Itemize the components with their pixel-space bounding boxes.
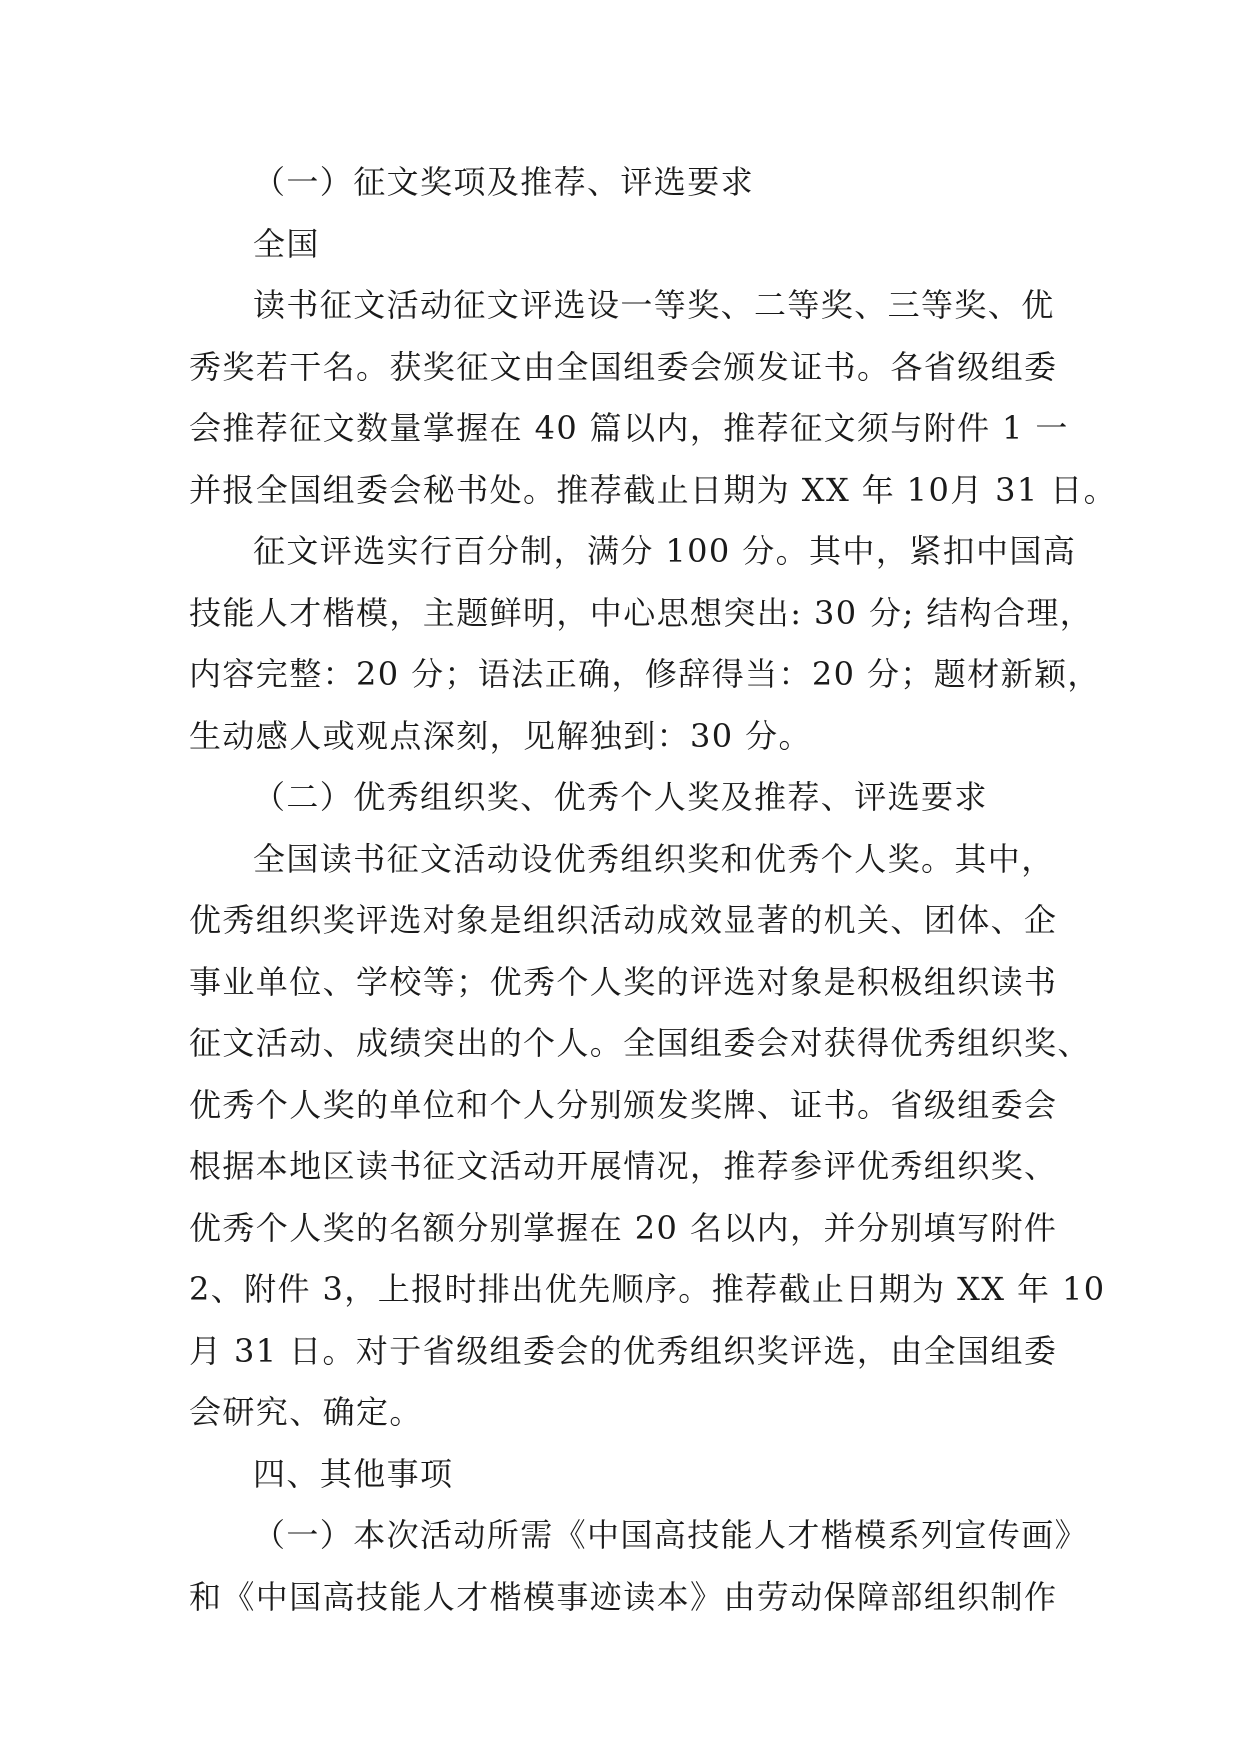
paragraph-line: 全国: [253, 224, 320, 263]
paragraph-line: 事业单位、学校等；优秀个人奖的评选对象是积极组织读书: [189, 962, 1058, 1001]
document-page: [189, 152, 1118, 1628]
paragraph-line: 读书征文活动征文评选设一等奖、二等奖、三等奖、优: [253, 286, 1055, 324]
paragraph-line: 和《中国高技能人才楷模事迹读本》由劳动保障部组织制作: [189, 1577, 1058, 1616]
paragraph-line: 技能人才楷模，主题鲜明，中心思想突出: 30 分; 结构合理，: [189, 593, 1094, 632]
paragraph-line: （一）本次活动所需《中国高技能人才楷模系列宣传画》: [253, 1516, 1089, 1554]
paragraph-line: 全国读书征文活动设优秀组织奖和优秀个人奖。其中，: [253, 839, 1055, 878]
paragraph-line: 优秀组织奖评选对象是组织活动成效显著的机关、团体、企: [189, 901, 1058, 939]
paragraph-line: 优秀个人奖的名额分别掌握在 20 名以内，并分别填写附件: [189, 1208, 1058, 1247]
paragraph-line: 会研究、确定。: [189, 1393, 423, 1431]
paragraph-line: 征文评选实行百分制，满分 100 分。其中，紧扣中国高: [253, 532, 1077, 570]
section-heading-organization-awards: （二）优秀组织奖、优秀个人奖及推荐、评选要求: [253, 778, 988, 816]
paragraph-line: 2、附件 3，上报时排出优先顺序。推荐截止日期为 XX 年 10: [189, 1270, 1106, 1308]
paragraph-line: 内容完整：20 分；语法正确，修辞得当：20 分；题材新颖，: [189, 655, 1101, 693]
paragraph-line: 征文活动、成绩突出的个人。全国组委会对获得优秀组织奖、: [189, 1024, 1091, 1062]
paragraph-line: 根据本地区读书征文活动开展情况，推荐参评优秀组织奖、: [189, 1147, 1058, 1185]
section-heading-award-requirements: （一）征文奖项及推荐、评选要求: [253, 163, 755, 201]
paragraph-line: 月 31 日。对于省级组委会的优秀组织奖评选，由全国组委: [189, 1331, 1058, 1370]
paragraph-line: 并报全国组委会秘书处。推荐截止日期为 XX 年 10月 31 日。: [189, 470, 1118, 509]
paragraph-line: 会推荐征文数量掌握在 40 篇以内，推荐征文须与附件 1 一: [189, 409, 1069, 447]
section-heading-other-matters: 四、其他事项: [253, 1454, 454, 1493]
paragraph-line: 秀奖若干名。获奖征文由全国组委会颁发证书。各省级组委: [189, 347, 1058, 386]
paragraph-line: 优秀个人奖的单位和个人分别颁发奖牌、证书。省级组委会: [189, 1085, 1058, 1124]
paragraph-line: 生动感人或观点深刻，见解独到：30 分。: [189, 716, 812, 755]
